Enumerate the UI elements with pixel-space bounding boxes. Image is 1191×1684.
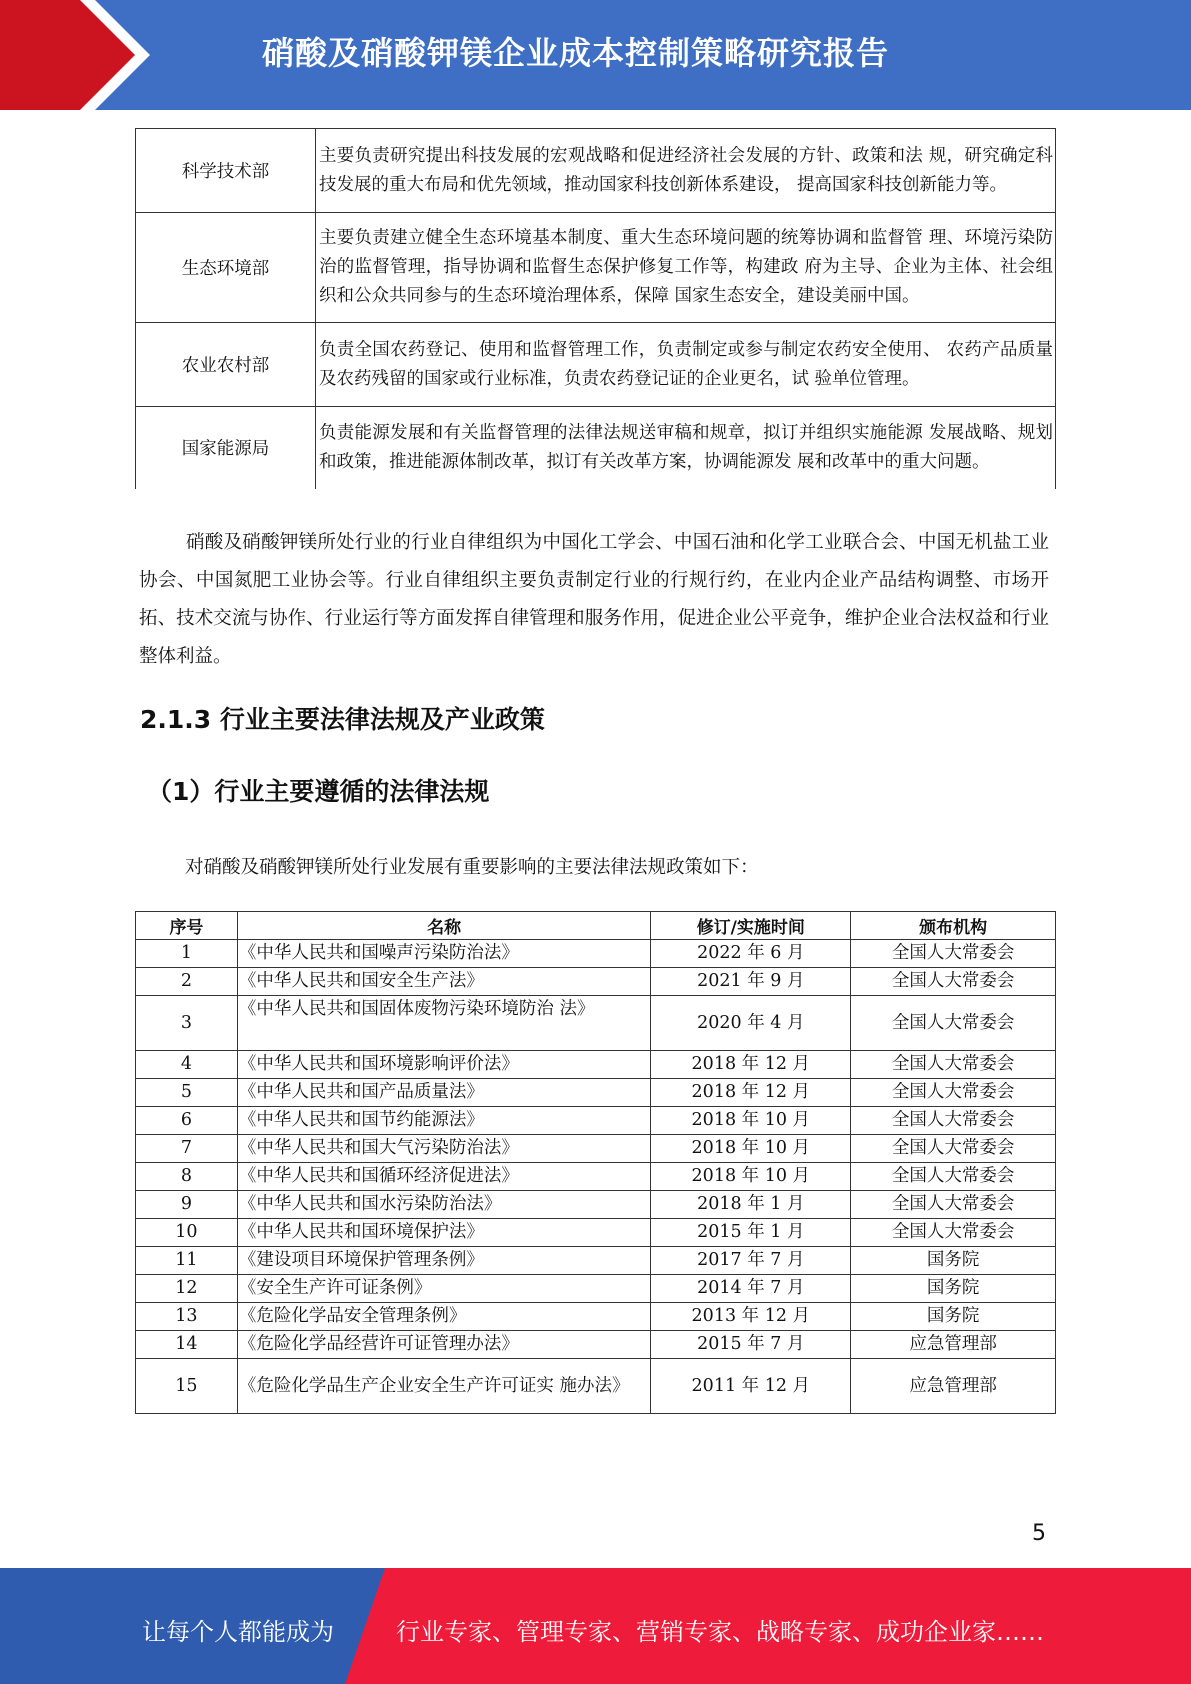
law-table-row [136,1275,1056,1303]
law-name: 《中华人民共和国环境影响评价法》 [237,1051,651,1079]
law-index: 7 [136,1135,238,1163]
section-heading: 2.1.3 行业主要法律法规及产业政策 [140,705,545,734]
footer-slogan-left: 让每个人都能成为 [142,1618,334,1646]
law-issuer: 全国人大常委会 [851,1079,1056,1107]
law-index: 15 [136,1359,238,1414]
law-issuer: 应急管理部 [851,1331,1056,1359]
law-date: 2015 年 7 月 [651,1331,851,1359]
law-issuer: 全国人大常委会 [851,968,1056,996]
law-index: 10 [136,1219,238,1247]
law-date: 2013 年 12 月 [651,1303,851,1331]
department-table [135,128,1056,489]
law-table [135,911,1056,1414]
law-name: 《中华人民共和国安全生产法》 [237,968,651,996]
department-description: 负责能源发展和有关监督管理的法律法规送审稿和规章，拟订并组织实施能源 发展战略、规划和政策，推进能源体制改革，拟订有关改革方案，协调能源发 展和改革中的重大问题。 [316,407,1056,489]
body-paragraph: 硝酸及硝酸钾镁所处行业的行业自律组织为中国化工学会、中国石油和化学工业联合会、中国无机盐工业协会、中国氮肥工业协会等。行业自律组织主要负责制定行业的行规行约，在业内企业产品结构调整、市场开拓、技术交流与协作、行业运行等方面发挥自律管理和服务作用，促进企业公平竞争，维护企业合法权益和行业整体利益。 [139,532,1049,667]
law-issuer: 全国人大常委会 [851,940,1056,968]
law-name: 《中华人民共和国节约能源法》 [237,1107,651,1135]
law-table-row [136,1359,1056,1414]
law-date: 2021 年 9 月 [651,968,851,996]
header-issuer: 颁布机构 [851,912,1056,940]
law-issuer: 全国人大常委会 [851,1163,1056,1191]
law-table-row [136,1219,1056,1247]
law-issuer: 全国人大常委会 [851,1191,1056,1219]
law-name: 《危险化学品经营许可证管理办法》 [237,1331,651,1359]
law-index: 11 [136,1247,238,1275]
department-row [136,407,1056,489]
law-index: 1 [136,940,238,968]
law-issuer: 国务院 [851,1303,1056,1331]
header-name: 名称 [237,912,651,940]
law-name: 《中华人民共和国固体废物污染环境防治 法》 [237,996,651,1051]
law-name: 《中华人民共和国噪声污染防治法》 [237,940,651,968]
department-description: 主要负责研究提出科技发展的宏观战略和促进经济社会发展的方针、政策和法 规，研究确定科技发展的重大布局和优先领域，推动国家科技创新体系建设， 提高国家科技创新能力等。 [316,129,1056,213]
law-name: 《安全生产许可证条例》 [237,1275,651,1303]
footer-slogan-right: 行业专家、管理专家、营销专家、战略专家、成功企业家…… [396,1618,1044,1646]
law-date: 2018 年 10 月 [651,1107,851,1135]
law-date: 2022 年 6 月 [651,940,851,968]
law-issuer: 应急管理部 [851,1359,1056,1414]
department-row [136,213,1056,323]
law-date: 2018 年 10 月 [651,1163,851,1191]
law-table-row [136,1303,1056,1331]
law-table-row [136,1135,1056,1163]
department-name: 农业农村部 [136,323,316,407]
department-row [136,129,1056,213]
law-date: 2018 年 12 月 [651,1051,851,1079]
law-issuer: 全国人大常委会 [851,1135,1056,1163]
law-index: 12 [136,1275,238,1303]
law-date: 2020 年 4 月 [651,996,851,1051]
department-name: 生态环境部 [136,213,316,323]
law-name: 《危险化学品安全管理条例》 [237,1303,651,1331]
law-issuer: 全国人大常委会 [851,1219,1056,1247]
law-name: 《中华人民共和国环境保护法》 [237,1219,651,1247]
law-table-row [136,1051,1056,1079]
law-issuer: 全国人大常委会 [851,1051,1056,1079]
law-table-row [136,1247,1056,1275]
law-index: 3 [136,996,238,1051]
department-description: 主要负责建立健全生态环境基本制度、重大生态环境问题的统筹协调和监督管 理、环境污染防治的监督管理，指导协调和监督生态保护修复工作等，构建政 府为主导、企业为主体、社会组织和公众共同参与的生态环境治理体系，保障 国家生态安全，建设美丽中国。 [316,213,1056,323]
page-header [0,0,1191,110]
law-index: 13 [136,1303,238,1331]
law-table-row [136,1331,1056,1359]
law-issuer: 全国人大常委会 [851,1107,1056,1135]
law-index: 2 [136,968,238,996]
law-index: 14 [136,1331,238,1359]
law-date: 2017 年 7 月 [651,1247,851,1275]
law-index: 5 [136,1079,238,1107]
department-description: 负责全国农药登记、使用和监督管理工作，负责制定或参与制定农药安全使用、 农药产品质量及农药残留的国家或行业标准，负责农药登记证的企业更名，试 验单位管理。 [316,323,1056,407]
law-issuer: 全国人大常委会 [851,996,1056,1051]
department-row [136,323,1056,407]
law-issuer: 国务院 [851,1247,1056,1275]
law-issuer: 国务院 [851,1275,1056,1303]
department-name: 国家能源局 [136,407,316,489]
report-title: 硝酸及硝酸钾镁企业成本控制策略研究报告 [262,34,890,72]
law-index: 9 [136,1191,238,1219]
page-footer [0,1568,1191,1684]
law-date: 2011 年 12 月 [651,1359,851,1414]
table-intro: 对硝酸及硝酸钾镁所处行业发展有重要影响的主要法律法规政策如下： [185,857,759,878]
law-date: 2014 年 7 月 [651,1275,851,1303]
law-table-header [136,912,1056,940]
law-table-row [136,1191,1056,1219]
law-table-row [136,968,1056,996]
law-table-row [136,940,1056,968]
law-date: 2018 年 1 月 [651,1191,851,1219]
law-table-row [136,1107,1056,1135]
law-table-row [136,1163,1056,1191]
header-index: 序号 [136,912,238,940]
law-name: 《中华人民共和国大气污染防治法》 [237,1135,651,1163]
law-table-row [136,996,1056,1051]
law-date: 2015 年 1 月 [651,1219,851,1247]
subsection-heading: （1）行业主要遵循的法律法规 [147,777,490,806]
law-name: 《中华人民共和国水污染防治法》 [237,1191,651,1219]
law-name: 《中华人民共和国循环经济促进法》 [237,1163,651,1191]
page-number: 5 [1032,1521,1046,1546]
law-name: 《危险化学品生产企业安全生产许可证实 施办法》 [237,1359,651,1414]
law-index: 8 [136,1163,238,1191]
header-date: 修订/实施时间 [651,912,851,940]
law-name: 《建设项目环境保护管理条例》 [237,1247,651,1275]
department-name: 科学技术部 [136,129,316,213]
law-table-row [136,1079,1056,1107]
law-index: 4 [136,1051,238,1079]
law-index: 6 [136,1107,238,1135]
law-date: 2018 年 10 月 [651,1135,851,1163]
law-name: 《中华人民共和国产品质量法》 [237,1079,651,1107]
law-date: 2018 年 12 月 [651,1079,851,1107]
